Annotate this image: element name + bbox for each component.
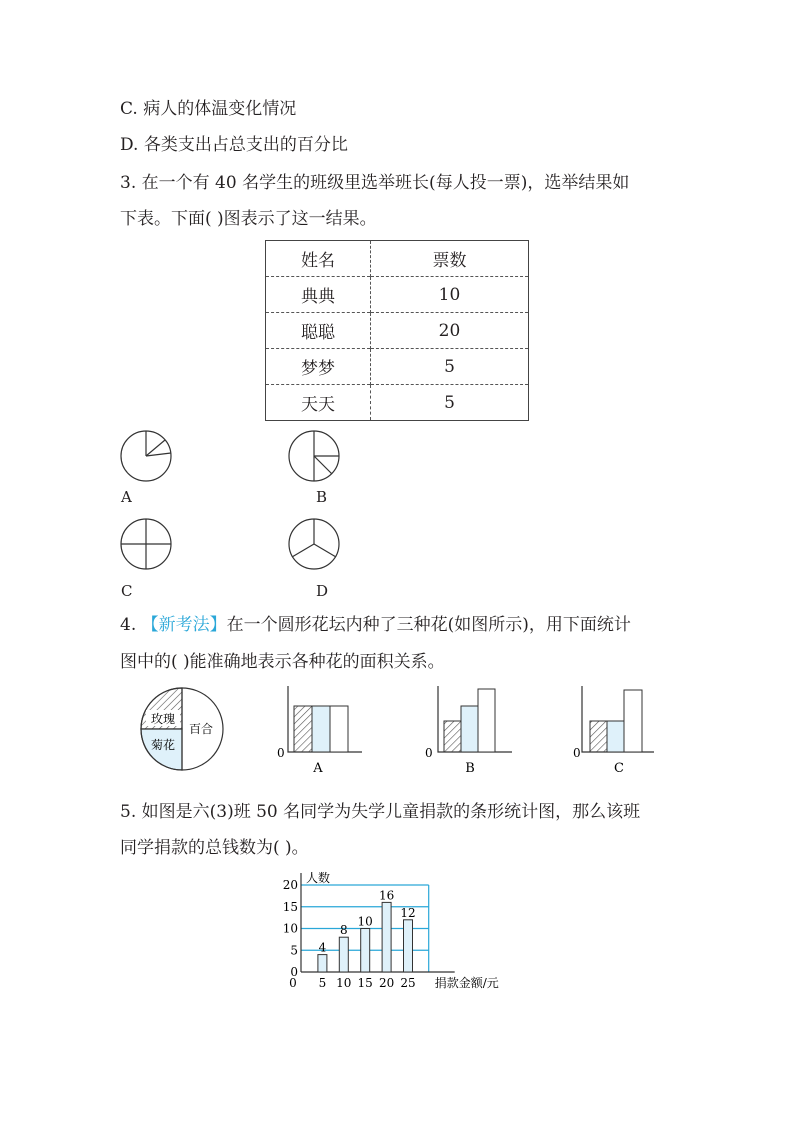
- x-tick-label: 25: [400, 976, 416, 990]
- table-header-votes: 票数: [432, 251, 467, 271]
- table-row: [266, 385, 529, 421]
- zero-label: 0: [277, 746, 285, 760]
- flower-bed-diagram: [138, 686, 228, 774]
- q3-text-line1: 3. 在一个有 40 名学生的班级里选举班长(每人投一票)，选举结果如: [120, 173, 630, 193]
- table-header-row: [266, 241, 529, 277]
- option-label-a: A: [121, 488, 132, 506]
- pie-option-b[interactable]: [286, 428, 342, 484]
- bar-value-label: 10: [357, 914, 373, 929]
- pie-option-a[interactable]: [118, 428, 174, 484]
- y-tick-label: 5: [290, 943, 298, 958]
- y-tick-label: 0: [290, 965, 298, 979]
- bar-chrysanthemum: [461, 706, 478, 752]
- table-cell-name: 聪聪: [266, 313, 371, 349]
- q4-text-line2: 图中的( )能准确地表示各种花的面积关系。: [120, 652, 445, 672]
- table-cell-name: 天天: [266, 385, 371, 421]
- bar-option-b[interactable]: [420, 684, 520, 776]
- bar: [382, 902, 391, 972]
- y-tick-label: 10: [282, 921, 298, 936]
- bar-rose: [294, 706, 312, 752]
- zero-label: 0: [425, 746, 433, 760]
- bar-option-a[interactable]: [270, 684, 370, 776]
- rose-label: 玫瑰: [150, 712, 176, 726]
- chrysanthemum-label: 菊花: [150, 738, 176, 752]
- bar-value-label: 4: [318, 940, 327, 955]
- bar-lily: [624, 690, 642, 752]
- bar: [404, 920, 413, 972]
- y-tick-label: 15: [282, 899, 298, 914]
- pie-option-c[interactable]: [118, 516, 174, 572]
- bar-rose: [590, 721, 607, 752]
- bar-chrysanthemum: [312, 706, 330, 752]
- y-axis-label: 人数: [306, 871, 331, 885]
- option-label-a: A: [313, 761, 323, 776]
- q4-text-rest: 在一个圆形花坛内种了三种花(如图所示)，用下面统计: [226, 615, 631, 635]
- option-label-d: D: [316, 582, 329, 600]
- bar-value-label: 16: [378, 888, 395, 903]
- table-row: [266, 349, 529, 385]
- lily-label: 百合: [188, 722, 214, 736]
- option-c: C. 病人的体温变化情况: [120, 99, 297, 119]
- donation-bar-chart: [280, 868, 540, 998]
- option-label-b: B: [465, 761, 475, 776]
- option-d: D. 各类支出占总支出的百分比: [120, 135, 348, 155]
- q5-text-line2: 同学捐款的总钱数为( )。: [120, 838, 309, 858]
- option-label-c: C: [121, 582, 133, 600]
- q3-text-line2: 下表。下面( )图表示了这一结果。: [120, 209, 377, 229]
- x-tick-label: 15: [357, 976, 373, 990]
- bar-chrysanthemum: [607, 721, 624, 752]
- bar-lily: [330, 706, 348, 752]
- zero-label: 0: [573, 746, 581, 760]
- table-cell-votes: 10: [371, 277, 529, 313]
- table-cell-name: 梦梦: [266, 349, 371, 385]
- x-tick-label: 20: [378, 976, 395, 990]
- bar-option-c[interactable]: [572, 684, 672, 776]
- bar-value-label: 12: [400, 905, 416, 920]
- q5-text-line1: 5. 如图是六(3)班 50 名同学为失学儿童捐款的条形统计图，那么该班: [120, 802, 641, 822]
- new-method-tag: 【新考法】: [141, 615, 227, 635]
- bar-value-label: 8: [339, 923, 348, 938]
- x-tick-label: 10: [336, 976, 352, 990]
- y-tick-label: 20: [282, 878, 298, 892]
- bar: [361, 929, 370, 973]
- x-origin-label: 0: [289, 976, 297, 990]
- vote-table: [265, 240, 529, 421]
- x-axis-label: 捐款金额/元: [434, 976, 499, 990]
- bar: [318, 955, 327, 972]
- table-cell-name: 典典: [266, 277, 371, 313]
- option-label-b: B: [316, 488, 328, 506]
- bar-rose: [444, 721, 461, 752]
- option-label-c: C: [614, 761, 624, 776]
- q4-number: 4.: [120, 615, 137, 635]
- x-tick-label: 5: [318, 976, 327, 990]
- q4-text-line1: [120, 614, 631, 636]
- table-cell-votes: 20: [371, 313, 529, 349]
- table-row: [266, 277, 529, 313]
- table-row: [266, 313, 529, 349]
- table-cell-votes: 5: [371, 385, 529, 421]
- pie-option-d[interactable]: [286, 516, 342, 572]
- table-header-name: 姓名: [266, 241, 371, 277]
- bar: [339, 937, 348, 972]
- table-cell-votes: 5: [371, 349, 529, 385]
- bar-lily: [478, 689, 495, 752]
